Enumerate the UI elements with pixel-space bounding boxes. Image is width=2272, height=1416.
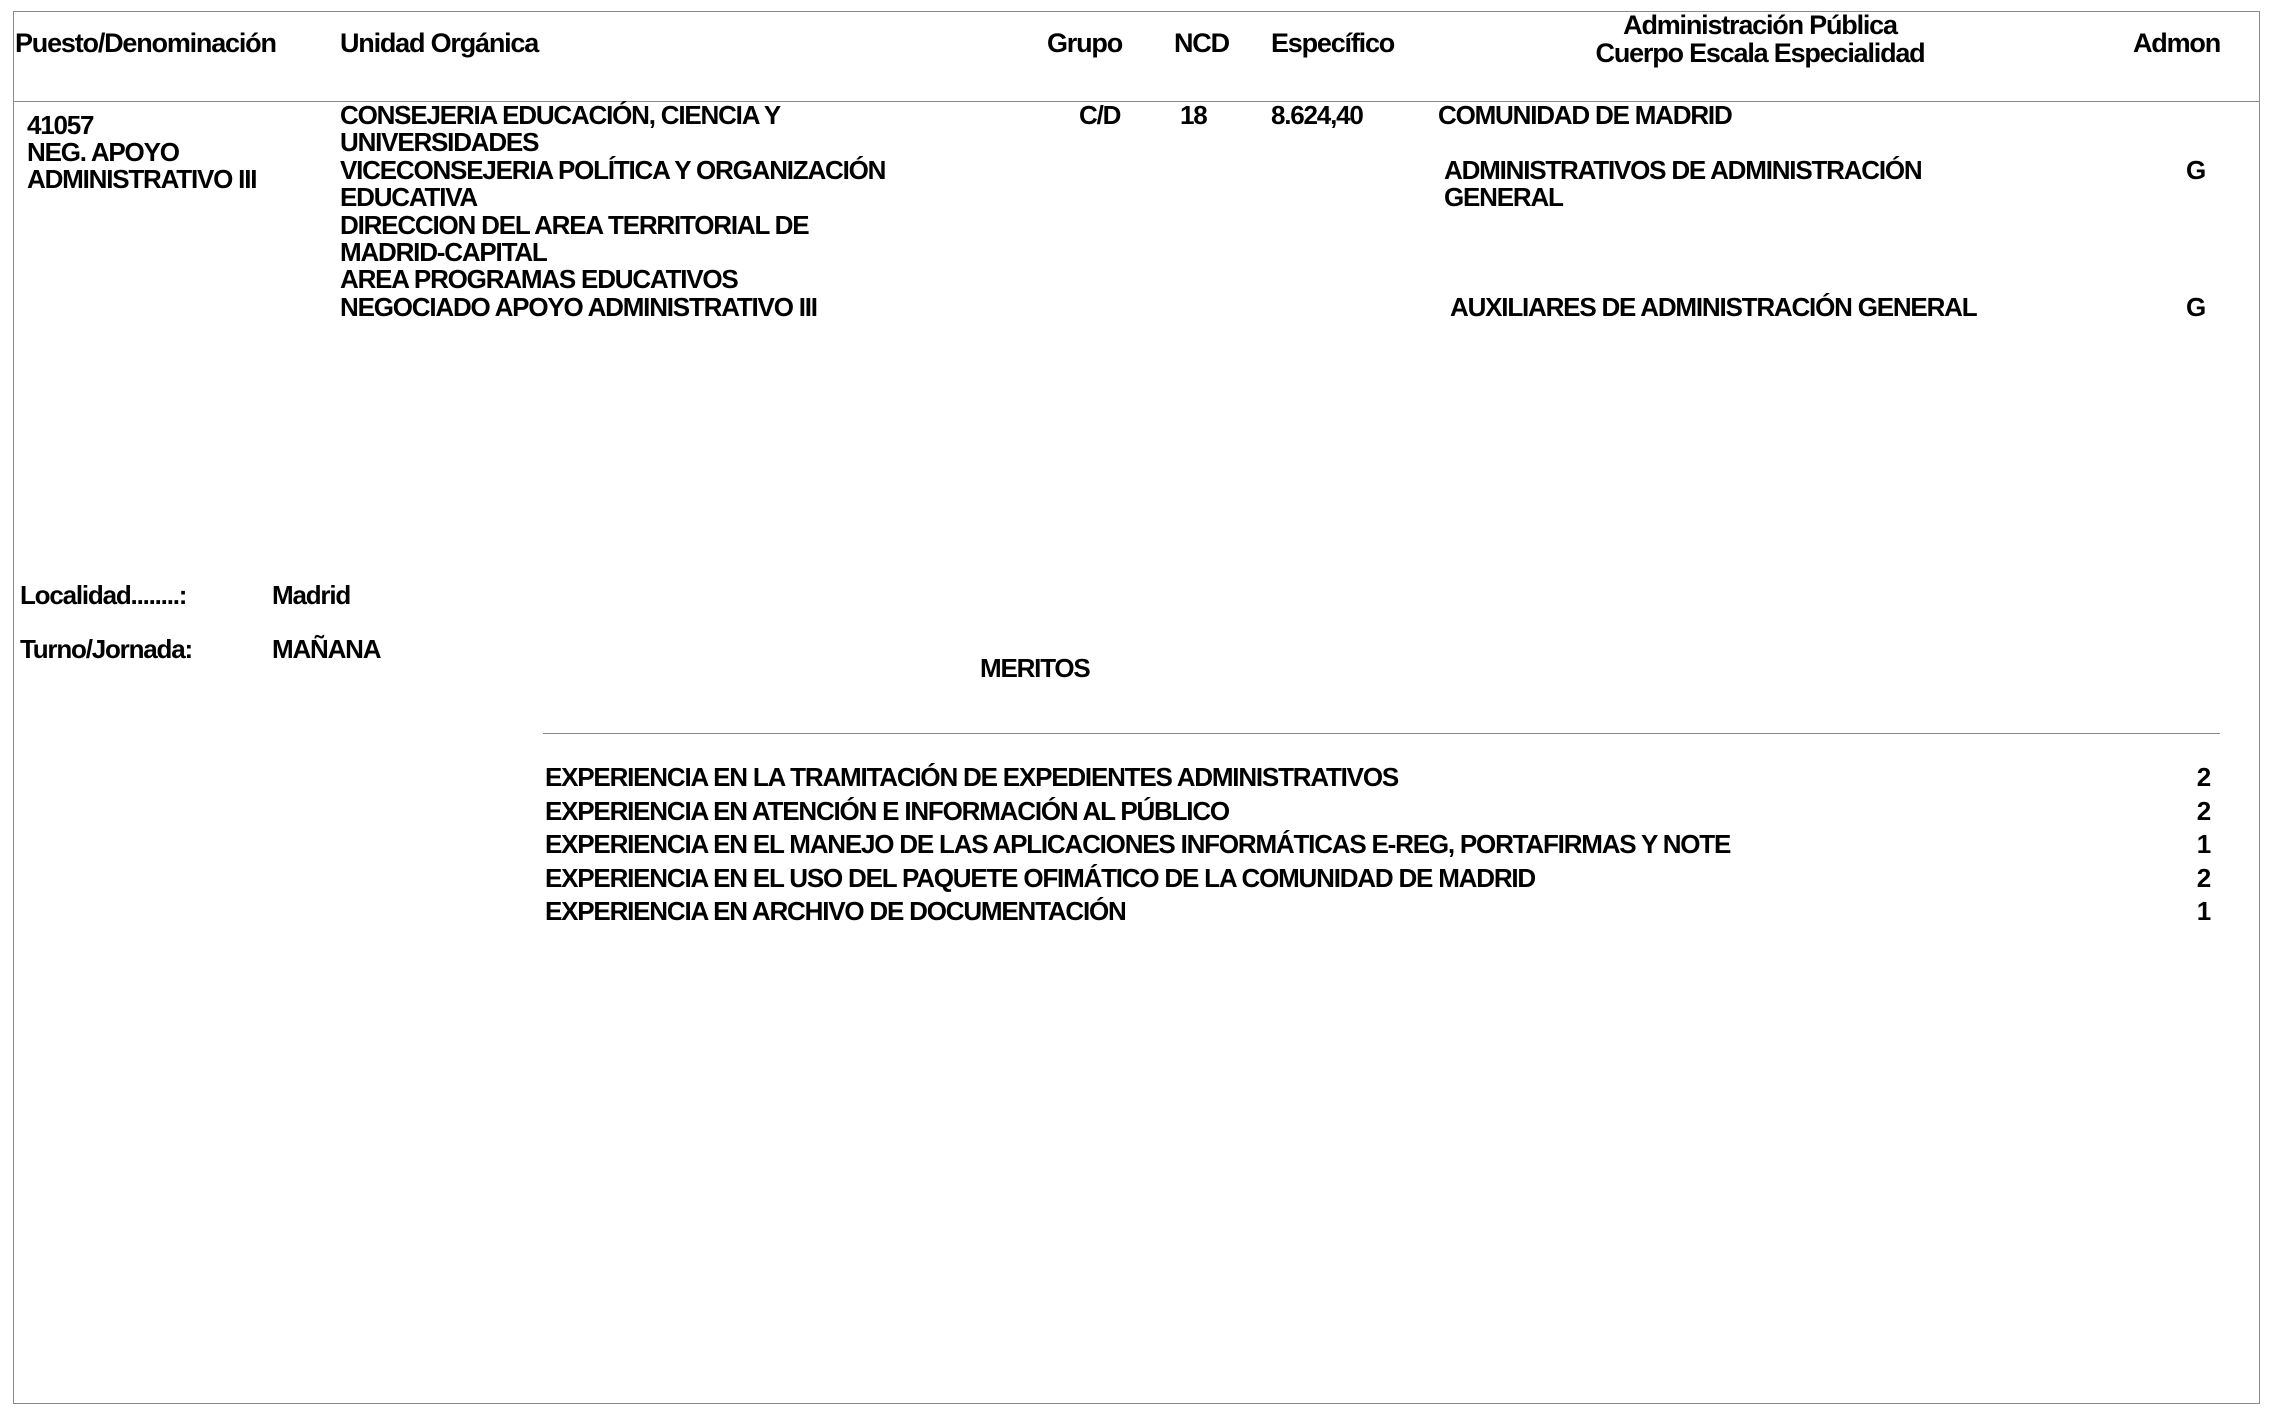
grupo-value: C/D xyxy=(1079,100,1121,130)
localidad-label: Localidad........: xyxy=(20,580,187,610)
admin-entity: COMUNIDAD DE MADRID xyxy=(1438,100,1732,130)
unidad-line: UNIVERSIDADES xyxy=(340,127,539,157)
header-cuerpo-escala: Cuerpo Escala Especialidad xyxy=(1595,38,1925,68)
unidad-line: MADRID-CAPITAL xyxy=(340,237,547,267)
header-unidad: Unidad Orgánica xyxy=(340,28,539,58)
merito-text: EXPERIENCIA EN ATENCIÓN E INFORMACIÓN AL PÚBLICO xyxy=(545,796,1229,826)
puesto-name-line1: NEG. APOYO xyxy=(27,137,179,167)
merito-text: EXPERIENCIA EN EL USO DEL PAQUETE OFIMÁTICO DE LA COMUNIDAD DE MADRID xyxy=(545,863,1536,893)
header-grupo: Grupo xyxy=(1047,28,1122,58)
cuerpo2-admon: G xyxy=(2186,292,2206,322)
meritos-title: MERITOS xyxy=(980,653,1090,683)
puesto-code: 41057 xyxy=(27,110,94,140)
unidad-line: AREA PROGRAMAS EDUCATIVOS xyxy=(340,264,738,294)
merito-text: EXPERIENCIA EN EL MANEJO DE LAS APLICACIONES INFORMÁTICAS E-REG, PORTAFIRMAS Y NOTE xyxy=(545,829,1731,859)
unidad-line: VICECONSEJERIA POLÍTICA Y ORGANIZACIÓN xyxy=(340,155,886,185)
puesto-name-line2: ADMINISTRATIVO III xyxy=(27,164,257,194)
especifico-value: 8.624,40 xyxy=(1271,100,1363,130)
header-puesto: Puesto/Denominación xyxy=(15,28,276,58)
merito-points: 2 xyxy=(2196,863,2210,893)
merito-points: 2 xyxy=(2196,796,2210,826)
merito-points: 1 xyxy=(2196,896,2210,926)
turno-label: Turno/Jornada: xyxy=(20,634,192,664)
unidad-line: EDUCATIVA xyxy=(340,182,478,212)
meritos-divider xyxy=(543,733,2220,734)
header-admin-publica: Administración Pública xyxy=(1623,10,1897,40)
turno-value: MAÑANA xyxy=(272,634,381,664)
unidad-line: DIRECCION DEL AREA TERRITORIAL DE xyxy=(340,210,809,240)
header-admon: Admon xyxy=(2133,28,2220,58)
merito-text: EXPERIENCIA EN ARCHIVO DE DOCUMENTACIÓN xyxy=(545,896,1126,926)
unidad-line: NEGOCIADO APOYO ADMINISTRATIVO III xyxy=(340,292,817,322)
localidad-value: Madrid xyxy=(272,580,351,610)
ncd-value: 18 xyxy=(1180,100,1207,130)
merito-points: 1 xyxy=(2196,829,2210,859)
cuerpo1-line2: GENERAL xyxy=(1444,182,1563,212)
merito-text: EXPERIENCIA EN LA TRAMITACIÓN DE EXPEDIENTES ADMINISTRATIVOS xyxy=(545,762,1398,792)
header-ncd: NCD xyxy=(1174,28,1229,58)
unidad-line: CONSEJERIA EDUCACIÓN, CIENCIA Y xyxy=(340,100,781,130)
cuerpo1-line1: ADMINISTRATIVOS DE ADMINISTRACIÓN xyxy=(1444,155,1922,185)
header-especifico: Específico xyxy=(1271,28,1395,58)
merito-points: 2 xyxy=(2196,762,2210,792)
cuerpo2: AUXILIARES DE ADMINISTRACIÓN GENERAL xyxy=(1450,292,1977,322)
cuerpo1-admon: G xyxy=(2186,155,2206,185)
